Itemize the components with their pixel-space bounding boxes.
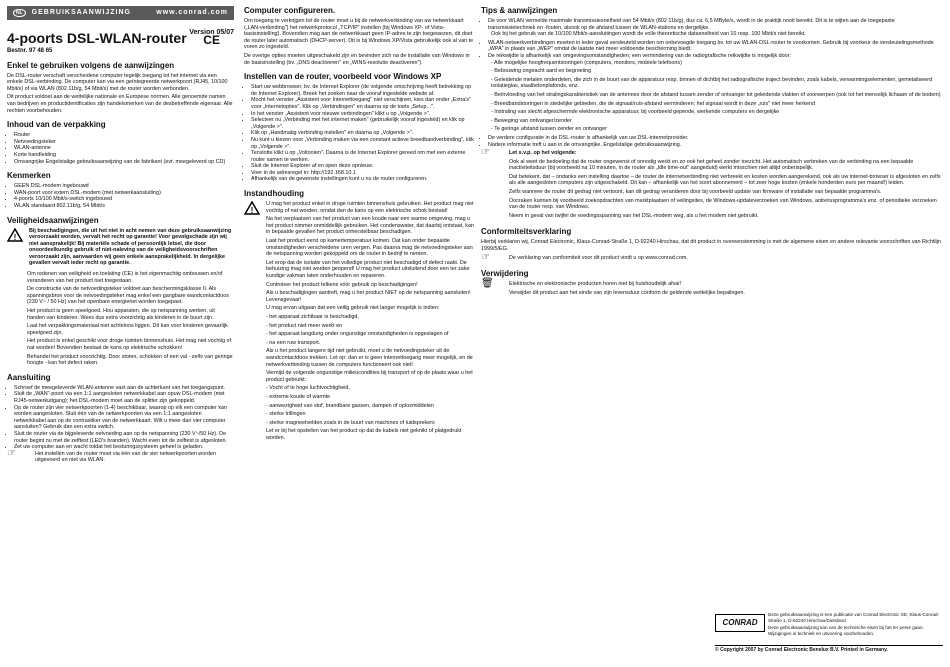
note-paragraph: Neem in geval van twijfel de voedingsspanning van het DSL-modem weg, als u het modem niet gebruikt. — [509, 212, 759, 219]
list-item: - Te geringe afstand tussen zender en ontvanger — [491, 126, 607, 133]
list-item: • Sluit de „WAN"-poort via een 1:1 aangesloten netwerkkabel aan opuw DSL-modem (met RJ45-netwerkuitgang); het DSL-modem moet aan de splitter zijn gekoppeld. — [14, 391, 234, 404]
connection-list — [7, 385, 234, 451]
list-item: • Klik op „Handmatig verbinding instellen" en daarna op „Volgende >". — [251, 130, 474, 137]
list-item: • Voer in de adresregel in: http://192.168.10.1 — [251, 170, 474, 177]
maintenance-paragraph: Als u het product langere tijd niet gebruikt, moet u de netvoedingsteker uit de wandcontactdoos trekken. Let op: dan er is geen internettoegang meer mogelijk, en de netwerkverbinding tussen de computers functioneert ook niet! — [266, 348, 473, 368]
publisher-text: Deze gebruiksaanwijzing kan van de technische eisen bij het ter perse gaan. Wijzigingen in techniek en uitvoering voorbehouden. — [768, 625, 924, 636]
list-item: • WAN-poort voor extern DSL-modem (met netwerkaansluiting) — [14, 190, 234, 197]
list-item: • Zet uw computer aan en wacht totdat het besturingssysteem geheel is geladen. — [14, 444, 234, 451]
order-number: Bestnr. 97 48 65 — [7, 48, 53, 54]
list-item: • Netvoedingsteker — [14, 139, 234, 146]
list-item: • Korte handleiding — [14, 152, 234, 159]
list-item: • Op de router zijn vier netwerkpoorten (1-4) beschikbaar, waarop op elk een computer kan worden aangesloten. Sluit één van de netwerkpoorten via een 1:1 aangesloten netwerkkabel aan op de contrastiker van de netwerkkaart. Wilt u meer dan vier computer aansluiten? Gebruik dan een extra switch. — [14, 405, 234, 431]
pointing-hand-icon: ☞ — [481, 251, 490, 263]
connection-note: Het instellen van de router moet via één van de vier netwerkpoorten worden uitgevoerd en niet via WLAN. — [35, 450, 216, 464]
safety-heading: Veiligheidsaanwijzingen — [7, 215, 99, 225]
intro-heading: Enkel te gebruiken volgens de aanwijzingen — [7, 60, 175, 70]
contents-heading: Inhoud van de verpakking — [7, 120, 106, 130]
column-3 — [481, 6, 943, 298]
maintenance-paragraph: Let er bij het opstellen van het product op dat de kabels niet geknikt of platgedrukt worden. — [266, 428, 462, 441]
list-item: - Vocht of te hoge luchtvochtigheid, — [266, 385, 350, 392]
list-item: • GEEN DSL-modem ingebouwd — [14, 183, 234, 190]
header-bar — [7, 6, 234, 20]
pointing-hand-icon: ☞ — [481, 147, 490, 159]
maintenance-paragraph: Controleer het product telkens vóór gebruik op beschadigingen! — [266, 281, 418, 288]
config-heading: Computer configureren. — [244, 6, 336, 15]
safety-item: De constructie van de netvoedingsteker voldoet aan beschermingsklasse II. Als spanningsbron voor de netvoedingsteker mag enkel een gangbare wandcontactdoos (230 V~ / 50 Hz) van het openbare energienet worden toegepast. — [27, 286, 229, 306]
list-item: - extreme koude of warmte — [266, 393, 331, 400]
crossed-bin-icon: 🗑 — [481, 278, 494, 290]
intro-paragraph: Dit product voldoet aan de wettelijke nationale en Europese normen. Alle genoemde namen van bedrijven en productidentificaties zijn handelsmerken van de desbetreffende eigenaar. Alle rechten voorbehouden. — [7, 94, 233, 114]
features-heading: Kenmerken — [7, 171, 51, 181]
disposal-paragraph: Elektrische en elektronische producten horen niet bij huishoudelijk afval! — [509, 281, 682, 288]
list-item: - Breedbandstoringen in stedelijke gebieden, die de signaal/ruis-afstand verminderen; het signaal wordt in deze „ruis" niet meer herkend — [491, 100, 816, 107]
config-paragraph: De overige opties moeten uitgeschakeld zijn en bevinden zich na de installatie van Windows in de basisinstelling (bv. „DNS deactiveren" en „WINS-resolutie deactiveren"). — [244, 52, 470, 66]
manual-label: GEBRUIKSAANWIJZING — [31, 8, 131, 16]
list-item: - het apparaat zichtbaar is beschadigd, — [266, 313, 359, 320]
list-item: • Sluit de Internet Explorer af en open deze opnieuw. — [251, 163, 474, 170]
note-paragraph: Dat betekent, dat – ondanks een instelling daartoe – de router de internetverbinding niet verbreekt en kosten worden aangerekend, ook als uw internet-browser is afgesloten en zelfs als alle aangesloten computers zijn uitgeschakeld. Dit kan – afhankelijk van het soort abonnement – tot zeer hoge kosten (enkele honderden euro per maand!) leiden. — [509, 173, 941, 187]
conformity-paragraph: Hierbij verklaren wij, Conrad Electronic, Klaus-Conrad-Straße 1, D-92240 Hirschau, dat dit product in overeenstemming is met de algemene eisen en andere relevante voorschriften van Richtlijn 1999/5/EG. — [481, 239, 941, 253]
maintenance-paragraph: Na het verplaatsen van het product van een koude naar een warme omgeving, mag u het product nimmer onmiddellijk gebruiken. Het condenswater, dat daarbij ontstaat, kan in bepaalde gevallen het product onherstelbaar beschadigen. — [266, 216, 474, 236]
list-item: - het product niet meer werkt en — [266, 322, 343, 329]
product-title: 4-poorts DSL-WLAN-router — [7, 30, 187, 46]
features-list — [7, 183, 234, 209]
conrad-logo: CONRAD — [715, 614, 765, 632]
contents-list — [7, 132, 234, 165]
copyright-notice: © Copyright 2007 by Conrad Electronic Benelux B.V. Printed in Germany. — [715, 645, 943, 653]
list-item: - Alle mogelijke hoogfrequentstoringen (computers, monitors, mobiele telefoons) — [491, 59, 682, 66]
ce-mark-icon: CE — [203, 32, 220, 47]
list-item: - na een ruw transport. — [266, 339, 321, 346]
list-item: - sterke magneetvelden zoals in de buurt van machines of luidsprekers — [266, 419, 435, 426]
note-paragraph: Ook al weet de bedoeling dat de router ongewenst of onnodig werkt en zo ook het geheel zonder toezicht. Het automatisch verbreken van de verbinding na een bepaalde inactiviteitsduur (bij voorbeeld na 10 minuten, in de router als „Idle time-out" aangeduid) werkt misschien niet altijd onberispelijk. — [509, 158, 914, 172]
svg-text:!: ! — [250, 206, 254, 216]
warning-icon — [244, 201, 260, 215]
pointing-hand-icon: ☞ — [7, 447, 16, 459]
list-item: • 4-poorts 10/100 Mbit/s-switch ingebouwd — [14, 196, 234, 203]
list-item: • Afhankelijk van de gewenste instellingen kunt u nu de router configureren. — [251, 176, 474, 183]
safety-item: Laat het verpakkingsmateriaal niet achteloos liggen. Dit kan voor kinderen gevaarlijk speelgoed zijn. — [27, 323, 228, 336]
svg-text:!: ! — [13, 232, 17, 242]
safety-item: Het product is geen speelgoed. Hou apparaten, die op netspanning werken, uit handen van kinderen. Wees dus extra voorzichtig als kinderen in de buurt zijn. — [27, 308, 215, 321]
list-item: • Start uw webbrowser, bv. de Internet Explorer (de volgende omschrijving heeft betrekking op de Internet Explorer). Breek het zoeken naar de vooraf ingestelde website af. — [251, 84, 474, 97]
list-item: - het apparaat langdurig onder ongunstige omstandigheden is opgeslagen of — [266, 331, 449, 338]
conformity-paragraph: De verklaring van conformiteit voor dit product vindt u op www.conrad.com. — [509, 254, 688, 261]
setup-list — [244, 84, 474, 183]
safety-warning: Bij beschadigingen, die uit het niet in acht nemen van deze gebruiksaanwijzing veroorzaakt worden, vervalt het recht op garantie! Voor gevolgschade zijn wij niet aansprakelijk! Bij materiële schade of persoonlijk letsel, die door onoordeelkundig gebruik of niet-naleving van de veiligheidsvoorschriften veroorzaakt zijn, aanvaarden wij geen enkele aansprakelijkheid. In dergelijke gevallen vervalt ieder recht op garantie. — [29, 227, 232, 267]
publisher-text: Deze gebruiksaanwijzing is een publicatie van Conrad Electronic SE, Klaus-Conrad-Straße 1, D-92240 Hirschau/Duitsland — [768, 612, 940, 623]
list-item: - Instraling van slecht afgeschermde elektronische apparatuur, bij voorbeeld gepende, werkende computers en dergelijke — [491, 109, 780, 116]
list-item: • Sluit de router via de bijgeleverde netvoeding aan op de netspanning (230 V~/50 Hz). De router begint nu met de zelftest (LED's branden). Wacht even tot de zelftest is afgesloten. — [14, 431, 234, 444]
list-item: • Nadere informatie treft u aan in de omvangrijke, Engelstalige gebruiksaanwijzing. — [488, 142, 943, 149]
maintenance-paragraph: Let erop dat de isolatie van het volledige product niet beschadigd of defect raakt. De behuizing mag niet worden geopend! U mag het product uitsluitend door een ter zake kundige vakman laten onderhouden en repareren. — [266, 259, 470, 279]
note-paragraph: Zelfs wanneer de router dit gedrag niet vertoont, kan dit gedrag veranderen door bij voorbeeld update van firmware of installatie van bepaalde programma's. — [509, 189, 882, 196]
maintenance-paragraph: Laat het product eerst op kamertemperatuur komen. Dat kan onder bepaalde omstandigheden verscheidene uren vergen. Pas daarna mag de netvoedingsteker aan de netspanning worden gekoppeld om de router in bedrijf te nemen. — [266, 238, 473, 258]
list-item: • Mocht het venster „Assistent voor Internettoegang" niet verschijnen, kies dan onder „Extra's" voor „Internetopties". Klik op „Verbindingen" en daarna op de toets „Setup...". — [251, 97, 474, 110]
tips-paragraph: Ook bij het gebruik van de 10/100 Mbit/s-aansluitingen wordt de volle theoretische datasnelheid van 10 resp. 100 Mbit/s niet bereikt. — [491, 31, 806, 38]
safety-item: Om redenen van veiligheid en toelating (CE) is het eigenmachtig ombouwen en/of veranderen van het product niet toegestaan. — [27, 271, 223, 284]
disposal-paragraph: Verwijder dit product aan het einde van zijn levensduur conform de geldende wettelijke bepalingen. — [509, 289, 745, 296]
language-badge: NL — [13, 9, 26, 18]
list-item: • Omvangrijke Engelstalige gebruiksaanwijzing van de fabrikant (evt. meegeleverd op CD) — [14, 159, 234, 166]
warning-icon — [7, 228, 23, 242]
conformity-heading: Conformiteitsverklaring — [481, 227, 572, 237]
list-item: • WLAN standaard 802.11b/g, 54 Mbit/s — [14, 203, 234, 210]
tips-heading: Tips & aanwijzingen — [481, 6, 558, 15]
list-item: - Beïnvloeding van het stralingskarakteristiek van de antennes door de afstand tussen zender of ontvanger tot geleidende vlakten of voorwerpen (ook tot het menselijk lichaam of de bodem) — [491, 91, 941, 98]
disposal-heading: Verwijdering — [481, 269, 529, 279]
note-heading: Let s.v.p. op het volgende: — [509, 150, 577, 157]
maintenance-paragraph: Als u beschadigingen aantreft, mag u het product NIET op de netspanning aansluiten! Levensgevaar! — [266, 290, 471, 303]
website-link: www.conrad.com — [156, 8, 228, 16]
safety-item: Behandel het product voorzichtig. Door stoten, schokken of een val - zelfs van geringe hoogte - kan het defect raken. — [27, 353, 233, 367]
list-item: • In het venster „Assistent voor nieuwe verbindingen" klikt u op „Volgende >". — [251, 111, 474, 118]
list-item: • De verdere configuratie in de DSL-router is afhankelijk van uw DSL-internetprovider. — [488, 135, 943, 142]
list-item: - Geleidende metalen onderdelen, die zich in de buurt van de apparatuur resp. binnen of dichtbij het radiografische traject bevinden, zoals kabels, verwarmingselementen, gemetaliseerd isolatieglas, staalbetonplafonds, enz. — [491, 76, 933, 90]
column-1 — [7, 6, 234, 466]
list-item: • Tenslotte klikt u op „Voltooien". Daarna is de Internet Explorer gereed om met een externe router samen te werken. — [251, 150, 474, 163]
list-item: • WLAN-antenne — [14, 145, 234, 152]
list-item: • De reikwijdte is afhankelijk van omgevingsomstandigheden; een vermindering van de radiografische reikwijdte is mogelijk door: — [488, 53, 943, 60]
list-item: • Selecteer nu „Verbinding met het internet maken" (gebruikelijk vooraf ingesteld) en klik op „Volgende >". — [251, 117, 474, 130]
list-item: • WLAN-netwerkverbindingen moeten in ieder geval versleuteld worden om onbevoegde toegang bv. tot uw WLAN-DSL-router te voorkomen. Gebruik bij voorkeur de versleutelingsmethode „WPA" in plaats van „WEP" omdat de laatste niet meer voldoende bescherming biedt. — [488, 40, 943, 53]
maintenance-heading: Instandhouding — [244, 189, 304, 199]
connection-heading: Aansluiting — [7, 372, 51, 382]
list-item: • Nu kunt u kiezen voor „Verbinding maken via een constant actieve breedbandverbinding", klik op „Volgende >". — [251, 137, 474, 150]
publisher-info — [768, 612, 944, 638]
list-item: - sterke trillingen — [266, 411, 306, 418]
setup-heading: Instellen van de router, voorbeeld voor Windows XP — [244, 72, 442, 82]
list-item: - Bebouwing ongeacht aard en begroeiing — [491, 68, 592, 75]
range-factors-list — [481, 60, 943, 133]
list-item: • Schroef de meegeleverde WLAN-antenne vast aan de achterkant van het toegangspunt. — [14, 385, 234, 392]
safety-item: Het product is enkel geschikt voor droge ruimten binnenshuis. Het mag niet vochtig of nat worden! Bovendien bestaat de kans op elektrische schokken! — [27, 338, 232, 351]
maintenance-paragraph: Vermijd de volgende ongunstige milieucondities bij transport of op de plaats waar u het product gebruikt: — [266, 370, 473, 383]
maintenance-paragraph: U mag het product enkel in droge ruimten binnenshuis gebruiken. Het product mag niet vochtig of nat worden, omdat dan de kans op een elektrische schok bestaat! — [266, 201, 474, 214]
list-item: • Router — [14, 132, 234, 139]
list-item: • De voor WLAN vermelde maximale transmissiesnelheid van 54 Mbit/s (802.11b/g), dus ca. 6,5 MByte/s, wordt in de praktijk nooit bereikt. Dit is te wijten aan de toegepaste transmissietechniek en -fouten, alsook op de afstand tussen de WLAN-stations en dergelijke. — [488, 18, 943, 31]
version-label: Version 05/07 — [189, 29, 234, 36]
intro-paragraph: De DSL-router verschaft verscheidene computer tegelijk toegang tot het internet via een enkele DSL-verbinding. De computer kan via een geïntegreerde netwerkpoort (RJ45, 10/100 Mbit/s) of via WLAN (802.11b/g, 54 Mbit/s) met de router worden verbonden. — [7, 72, 228, 92]
list-item: - aanwezigheid van stof, brandbare gassen, dampen of oplosmiddelen — [266, 402, 434, 409]
column-2 — [244, 6, 474, 445]
note-paragraph: Oorzaken kunnen bij voorbeeld zoekopdrachten van marktplaatsen of veilingsites, de Windows-updateverzoeken van Windows, antivirusprogramma's enz. of periodieke verzoeken van de router resp. van Windows. — [509, 197, 937, 211]
maintenance-paragraph: U mag ervan uitgaan dat een veilig gebruik niet langer mogelijk is indien: — [266, 305, 440, 312]
list-item: - Beweging van ontvanger/zender — [491, 117, 572, 124]
config-paragraph: Om toegang te verkrijgen tot de router moet u bij de netwerkverbinding van uw netwerkkaart („LAN-verbinding") het netwerkprotocol „TCP/IP" instellen (bij Windows XP- of Vista-basisinstelling). Bovendien mag aan de netwerkkaart geen IP-adres te zijn toegewezen, dit doet de router later automatisch (DHCP-server). Dit is bij Windows XP/Vista gebruikelijk ook al van te voren zo ingesteld. — [244, 18, 474, 51]
